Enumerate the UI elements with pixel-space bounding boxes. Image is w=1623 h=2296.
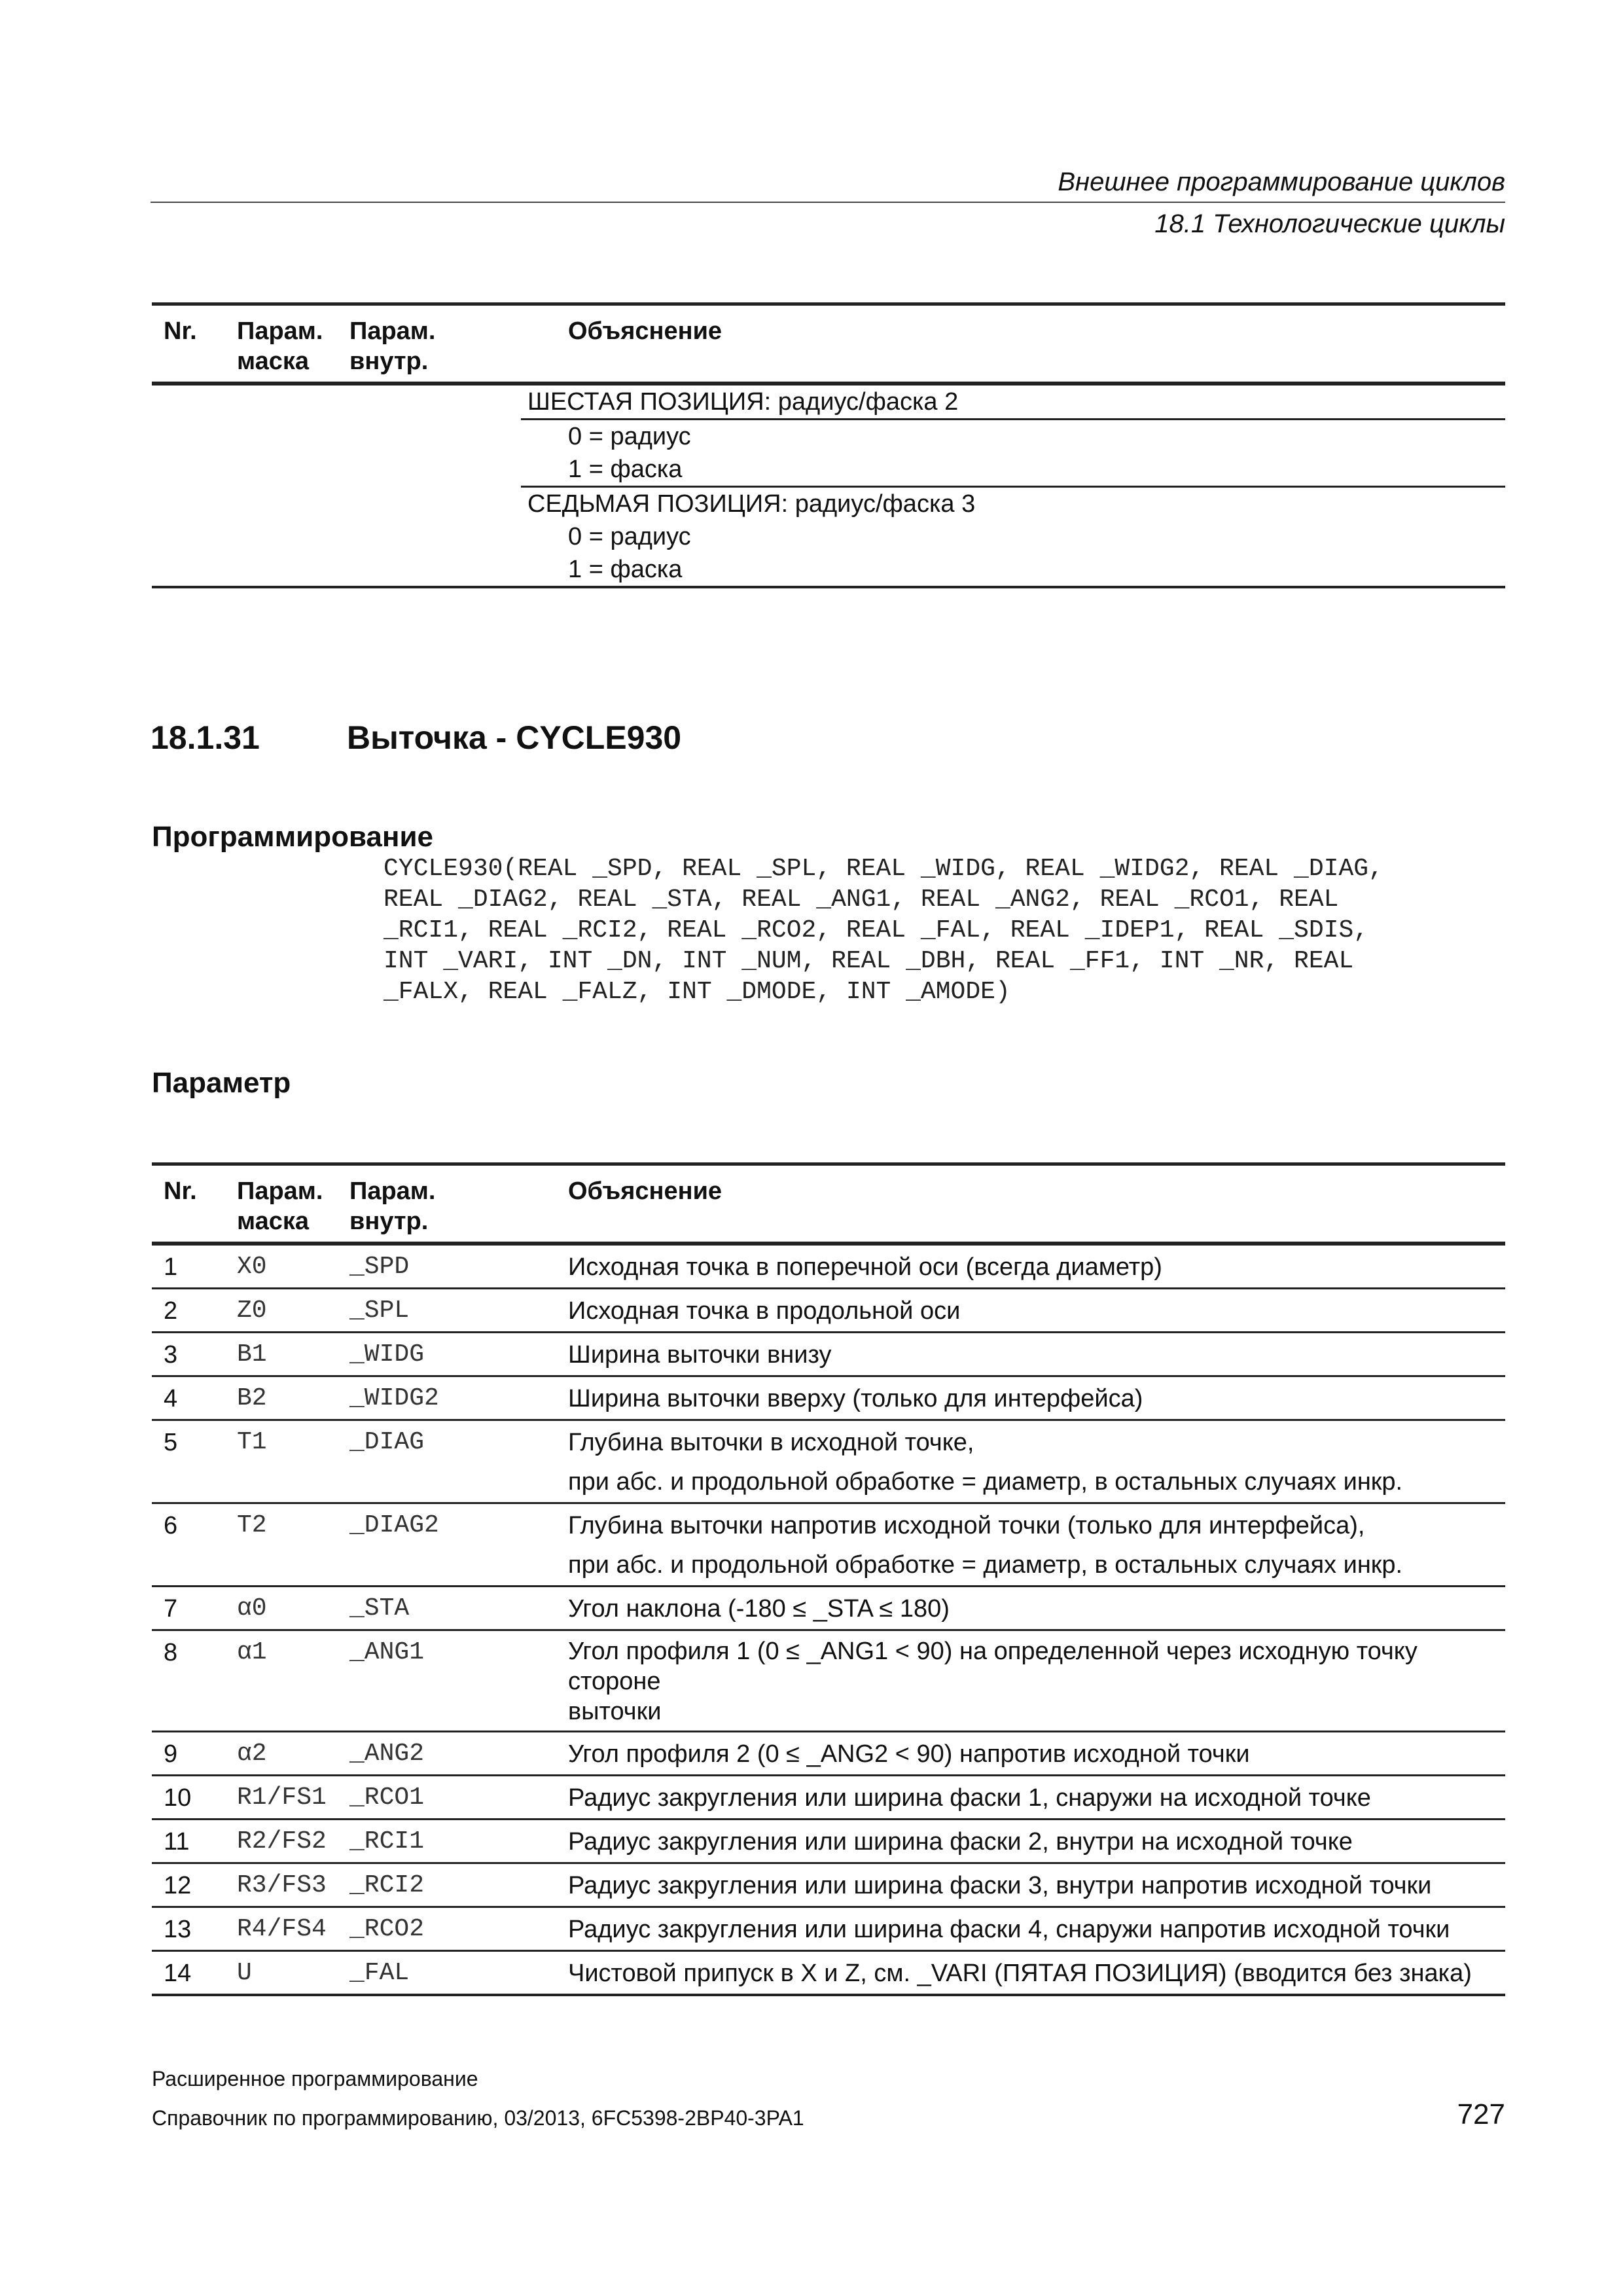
mask-param: Z0 xyxy=(237,1289,349,1333)
table-row xyxy=(152,1503,1505,1587)
code-line: CYCLE930(REAL _SPD, REAL _SPL, REAL _WIDG, REAL _WIDG2, REAL _DIAG, xyxy=(383,855,1383,883)
internal-param: _SPD xyxy=(349,1244,521,1289)
parameter-heading: Параметр xyxy=(152,1067,291,1099)
row-number: 3 xyxy=(152,1333,237,1376)
col-mask: Парам. маска xyxy=(237,1164,349,1244)
row-number: 1 xyxy=(152,1244,237,1289)
table-row xyxy=(152,1863,1505,1907)
col-explanation: Объяснение xyxy=(521,304,1505,384)
row-number: 5 xyxy=(152,1420,237,1503)
option-text: 0 = радиус xyxy=(568,523,691,550)
param-description: Угол профиля 2 (0 ≤ _ANG2 < 90) напротив исходной точки xyxy=(521,1732,1505,1776)
header-chapter: Внешнее программирование циклов xyxy=(1058,168,1505,196)
continuation-table xyxy=(152,302,1505,588)
mask-param: X0 xyxy=(237,1244,349,1289)
programming-heading: Программирование xyxy=(152,821,433,853)
mask-param: R3/FS3 xyxy=(237,1863,349,1907)
footer-manual-info: Справочник по программированию, 03/2013, 6FC5398-2BP40-3PA1 xyxy=(152,2106,804,2130)
option-text: 1 = фаска xyxy=(521,553,1505,587)
parameter-table xyxy=(152,1162,1505,1996)
code-line: REAL _DIAG2, REAL _STA, REAL _ANG1, REAL _ANG2, REAL _RCO1, REAL xyxy=(383,886,1339,914)
table-row xyxy=(152,1776,1505,1820)
internal-param: _RCI2 xyxy=(349,1863,521,1907)
param-description: Радиус закругления или ширина фаски 2, внутри на исходной точке xyxy=(521,1820,1505,1863)
mask-param: α2 xyxy=(237,1732,349,1776)
row-number: 11 xyxy=(152,1820,237,1863)
mask-param: T2 xyxy=(237,1503,349,1587)
section-name: Выточка - CYCLE930 xyxy=(347,719,682,756)
table-row xyxy=(152,1420,1505,1503)
param-description: Радиус закругления или ширина фаски 3, внутри напротив исходной точки xyxy=(521,1863,1505,1907)
table-header-row xyxy=(152,304,1505,384)
table-row xyxy=(152,1820,1505,1863)
internal-param: _RCI1 xyxy=(349,1820,521,1863)
code-block xyxy=(383,853,1509,1007)
code-line: _FALX, REAL _FALZ, INT _DMODE, INT _AMODE) xyxy=(383,978,1010,1006)
option-text: 0 = радиус xyxy=(568,423,691,450)
row-number: 7 xyxy=(152,1587,237,1630)
internal-param: _RCO1 xyxy=(349,1776,521,1820)
table-row xyxy=(152,1907,1505,1951)
internal-param: _WIDG xyxy=(349,1333,521,1376)
table-row xyxy=(152,1951,1505,1996)
row-number: 2 xyxy=(152,1289,237,1333)
table-row xyxy=(152,453,1505,487)
col-internal: Парам. внутр. xyxy=(349,1164,521,1244)
page-number: 727 xyxy=(1457,2098,1505,2130)
table-row xyxy=(152,1376,1505,1420)
table-row xyxy=(152,420,1505,454)
internal-param: _DIAG xyxy=(349,1420,521,1503)
position-7-label: СЕДЬМАЯ ПОЗИЦИЯ: радиус/фаска 3 xyxy=(527,490,976,518)
param-description: Глубина выточки напротив исходной точки (только для интерфейса), при абс. и продольной обработке = диаметр, в остальных случаях инкр. xyxy=(521,1503,1505,1587)
param-description: Исходная точка в поперечной оси (всегда диаметр) xyxy=(521,1244,1505,1289)
code-line: INT _VARI, INT _DN, INT _NUM, REAL _DBH, REAL _FF1, INT _NR, REAL xyxy=(383,947,1354,975)
page-header xyxy=(151,164,1505,238)
table-row xyxy=(152,1289,1505,1333)
internal-param: _DIAG2 xyxy=(349,1503,521,1587)
row-number: 4 xyxy=(152,1376,237,1420)
param-description: Глубина выточки в исходной точке, при абс. и продольной обработке = диаметр, в остальных случаях инкр. xyxy=(521,1420,1505,1503)
footer-book-title: Расширенное программирование xyxy=(152,2067,478,2090)
internal-param: _WIDG2 xyxy=(349,1376,521,1420)
table-row xyxy=(152,1333,1505,1376)
col-internal: Парам. внутр. xyxy=(349,304,521,384)
internal-param: _FAL xyxy=(349,1951,521,1996)
param-description: Ширина выточки внизу xyxy=(521,1333,1505,1376)
table-row xyxy=(152,1244,1505,1289)
param-description: Угол профиля 1 (0 ≤ _ANG1 < 90) на определенной через исходную точку стороне выточки xyxy=(521,1630,1505,1732)
code-line: _RCI1, REAL _RCI2, REAL _RCO2, REAL _FAL, REAL _IDEP1, REAL _SDIS, xyxy=(383,916,1369,944)
mask-param: B1 xyxy=(237,1333,349,1376)
col-mask: Парам. маска xyxy=(237,304,349,384)
mask-param: R1/FS1 xyxy=(237,1776,349,1820)
row-number: 14 xyxy=(152,1951,237,1996)
table-row xyxy=(152,520,1505,553)
internal-param: _RCO2 xyxy=(349,1907,521,1951)
table-row xyxy=(152,553,1505,587)
col-nr: Nr. xyxy=(152,1164,237,1244)
table-row xyxy=(152,1630,1505,1732)
row-number: 12 xyxy=(152,1863,237,1907)
section-title xyxy=(151,719,681,757)
param-description: Радиус закругления или ширина фаски 1, снаружи на исходной точке xyxy=(521,1776,1505,1820)
table-row xyxy=(152,384,1505,420)
param-description: Угол наклона (-180 ≤ _STA ≤ 180) xyxy=(521,1587,1505,1630)
internal-param: _ANG1 xyxy=(349,1630,521,1732)
internal-param: _SPL xyxy=(349,1289,521,1333)
param-description: Ширина выточки вверху (только для интерфейса) xyxy=(521,1376,1505,1420)
mask-param: U xyxy=(237,1951,349,1996)
param-description: Исходная точка в продольной оси xyxy=(521,1289,1505,1333)
row-number: 8 xyxy=(152,1630,237,1732)
table-row xyxy=(152,1732,1505,1776)
mask-param: T1 xyxy=(237,1420,349,1503)
mask-param: R4/FS4 xyxy=(237,1907,349,1951)
table-header-row xyxy=(152,1164,1505,1244)
param-description: Радиус закругления или ширина фаски 4, снаружи напротив исходной точки xyxy=(521,1907,1505,1951)
position-6-label: ШЕСТАЯ ПОЗИЦИЯ: радиус/фаска 2 xyxy=(521,384,1505,420)
internal-param: _STA xyxy=(349,1587,521,1630)
mask-param: B2 xyxy=(237,1376,349,1420)
row-number: 9 xyxy=(152,1732,237,1776)
row-number: 10 xyxy=(152,1776,237,1820)
mask-param: α0 xyxy=(237,1587,349,1630)
mask-param: R2/FS2 xyxy=(237,1820,349,1863)
internal-param: _ANG2 xyxy=(349,1732,521,1776)
row-number: 13 xyxy=(152,1907,237,1951)
table-row xyxy=(152,1587,1505,1630)
header-section: 18.1 Технологические циклы xyxy=(1154,209,1505,238)
table-row xyxy=(152,487,1505,521)
row-number: 6 xyxy=(152,1503,237,1587)
col-nr: Nr. xyxy=(152,304,237,384)
mask-param: α1 xyxy=(237,1630,349,1732)
option-text: 1 = фаска xyxy=(521,453,1505,487)
param-description: Чистовой припуск в X и Z, см. _VARI (ПЯТАЯ ПОЗИЦИЯ) (вводится без знака) xyxy=(521,1951,1505,1996)
section-number: 18.1.31 xyxy=(151,719,260,756)
col-explanation: Объяснение xyxy=(521,1164,1505,1244)
